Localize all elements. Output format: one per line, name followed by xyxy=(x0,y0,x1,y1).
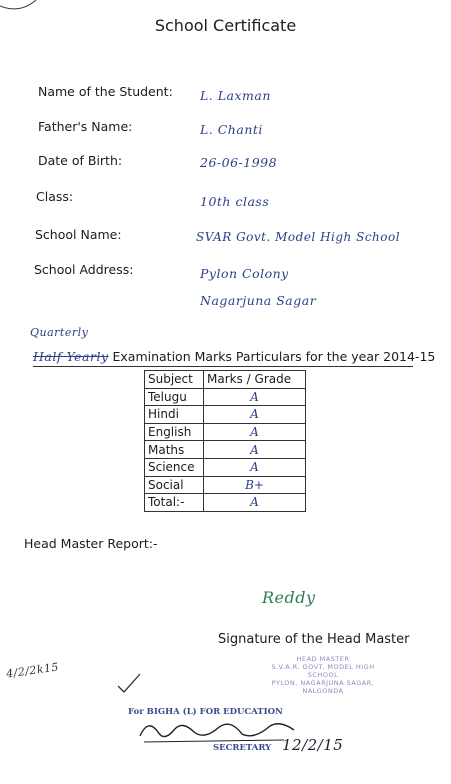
check-mark-icon xyxy=(116,672,142,696)
student-name-label: Name of the Student: xyxy=(38,84,173,99)
exam-heading-text: Examination Marks Particulars for the year 2014-15 xyxy=(112,349,436,364)
head-master-report-label: Head Master Report:- xyxy=(24,536,158,551)
table-row xyxy=(145,441,306,459)
subject-cell: Maths xyxy=(145,441,204,459)
subject-cell: Science xyxy=(145,458,204,476)
subject-cell: Social xyxy=(145,476,204,494)
header-subject: Subject xyxy=(145,371,204,389)
class-label: Class: xyxy=(36,189,74,204)
table-row xyxy=(145,476,306,494)
grade-cell: A xyxy=(204,494,306,512)
stamp-line: PYLON, NAGARJUNA SAGAR, NALGONDA xyxy=(271,679,375,695)
header-grade: Marks / Grade xyxy=(204,371,306,389)
grade-cell: A xyxy=(204,388,306,406)
school-name-value: SVAR Govt. Model High School xyxy=(196,230,401,244)
table-header-row xyxy=(145,371,306,389)
school-name-label: School Name: xyxy=(35,227,122,242)
table-row xyxy=(145,423,306,441)
head-master-stamp xyxy=(258,655,388,695)
struck-half-yearly: Half Yearly xyxy=(33,349,109,364)
school-address-line1: Pylon Colony xyxy=(200,266,289,281)
table-row xyxy=(145,406,306,424)
grade-cell: A xyxy=(204,406,306,424)
subject-cell: Hindi xyxy=(145,406,204,424)
father-name-label: Father's Name: xyxy=(38,119,133,134)
dob-value: 26-06-1998 xyxy=(200,155,278,170)
school-address-line2: Nagarjuna Sagar xyxy=(200,293,317,308)
stamp-line: HEAD MASTER xyxy=(296,655,350,663)
quarterly-correction: Quarterly xyxy=(30,326,89,339)
exam-underline xyxy=(33,366,413,367)
dob-label: Date of Birth: xyxy=(38,153,123,168)
grade-cell: A xyxy=(204,423,306,441)
endorsement-date: 12/2/15 xyxy=(282,736,344,754)
father-name-value: L. Chanti xyxy=(200,122,263,137)
head-master-signature: Reddy xyxy=(262,588,316,607)
stamp-line: S.V.A.R. GOVT. MODEL HIGH SCHOOL xyxy=(271,663,375,679)
exam-heading xyxy=(33,349,435,364)
table-row xyxy=(145,388,306,406)
table-row xyxy=(145,458,306,476)
subject-cell: Total:- xyxy=(145,494,204,512)
corner-mark xyxy=(0,0,40,12)
endorsement-for-line: For BIGHA (L) FOR EDUCATION xyxy=(128,707,283,717)
signature-label: Signature of the Head Master xyxy=(218,632,410,647)
school-address-label: School Address: xyxy=(34,262,134,277)
student-name-value: L. Laxman xyxy=(200,88,271,103)
class-value: 10th class xyxy=(200,194,270,209)
grade-cell: A xyxy=(204,441,306,459)
secretary-label: SECRETARY xyxy=(213,743,272,753)
grade-cell: A xyxy=(204,458,306,476)
subject-cell: Telugu xyxy=(145,388,204,406)
table-row-total xyxy=(145,494,306,512)
marks-table xyxy=(144,370,306,512)
subject-cell: English xyxy=(145,423,204,441)
certificate-title: School Certificate xyxy=(154,16,297,35)
grade-cell: B+ xyxy=(204,476,306,494)
side-date: 4/2/2k15 xyxy=(5,660,60,681)
